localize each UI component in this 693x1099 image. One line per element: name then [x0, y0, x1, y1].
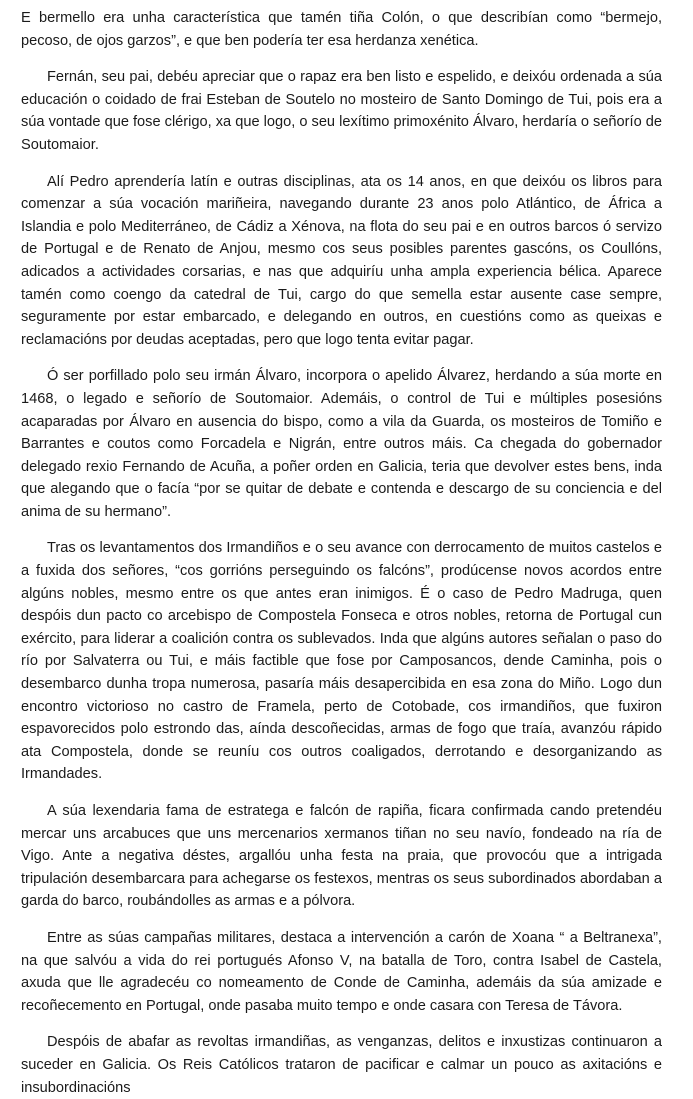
- paragraph-1: E bermello era unha característica que tamén tiña Colón, o que describían como “bermejo, pecoso, de ojos garzos”, e que ben podería ter esa herdanza xenética.: [21, 10, 662, 49]
- paragraph-2: Fernán, seu pai, debéu apreciar que o rapaz era ben listo e espelido, e deixóu ordenada a súa educación o coidado de frai Esteban de Soutelo no mosteiro de Santo Domingo de Tui, pois era a súa vontade que fose clérigo, xa que logo, o seu lexítimo primoxénito Álvaro, herdaría o señorío de Soutomaior.: [21, 69, 662, 153]
- paragraph-4: Ó ser porfillado polo seu irmán Álvaro, incorpora o apelido Álvarez, herdando a súa morte en 1468, o legado e señorío de Soutomaior. Ademáis, o control de Tui e múltiples posesións acaparadas por Álvaro en ausencia do bispo, como a vila da Guarda, os mosteiros de Tomiño e Barrantes e coutos como Forcadela e Nigrán, entre outros máis. Ca chegada do gobernador delegado rexio Fernando de Acuña, a poñer orden en Galicia, teria que devolver estes bens, inda que alegando que o facía “por se quitar de debate e contenda e descargo de su conciencia e del anima de su hermano”.: [21, 368, 662, 520]
- paragraph-8: Despóis de abafar as revoltas irmandiñas, as venganzas, delitos e inxustizas continuaron a suceder en Galicia. Os Reis Católicos trataron de pacificar e calmar un pouco as axitacións e insubordinacións: [21, 1034, 662, 1096]
- paragraph-7: Entre as súas campañas militares, destaca a intervención a carón de Xoana “ a Beltranexa”, na que salvóu a vida do rei portugués Afonso V, na batalla de Toro, contra Isabel de Castela, axuda que lle agradecéu co nomeamento de Conde de Caminha, ademáis da súa amizade e recoñecemento en Portugal, onde pasaba muito tempo e onde casara con Teresa de Távora.: [21, 929, 662, 1014]
- paragraph-6: A súa lexendaria fama de estratega e falcón de rapiña, ficara confirmada cando pretendéu mercar uns arcabuces que uns mercenarios xermanos tiñan no seu navío, fondeado na ría de Vigo. Ante a negativa déstes, argallóu unha festa na praia, que provocóu que a intrigada tripulación desembarcara para achegarse os festexos, mentras os seus subordinados abordaban a garda do barco, roubándolles as armas e a pólvora.: [21, 803, 662, 910]
- paragraph-5: Tras os levantamentos dos Irmandiños e o seu avance con derrocamento de muitos castelos e a fuxida dos señores, “cos gorrións perseguindo os falcóns”, prodúcense novos acordos entre algúns nobles, mesmo entre os que antes eran inimigos. É o caso de Pedro Madruga, quen despóis dun pacto co arcebispo de Compostela Fonseca e otros nobles, retorna de Portugal cun exército, para liderar a coalición contra os sublevados. Inda que algúns autores señalan o paso do río por Salvaterra ou Tui, e máis factible que fose por Camposancos, dende Caminha, pois o desembarco dunha tropa numerosa, pasaría máis desapercibida en esa zona do Miño. Logo dun encontro victorioso no castro de Framela, perto de Cotobade, cos irmandiños, que fuxiron espavorecidos polo estrondo das, aínda descoñecidas, armas de fogo que traía, avanzóu rápido ata Compostela, donde se reuníu cos outros coaligados, derrotando e desorganizando as Irmandades.: [21, 540, 662, 783]
- paragraph-3: Alí Pedro aprendería latín e outras disciplinas, ata os 14 anos, en que deixóu os libros para comenzar a súa vocación mariñeira, navegando durante 23 anos polo Atlántico, de África a Islandia e polo Mediterráneo, de Cádiz a Xénova, na flota do seu pai e en outros barcos ó servizo de Portugal e de Renato de Anjou, mesmo cos seus posibles parentes gascóns, os Coullóns, adicados a actividades corsarias, e nas que adquiríu unha ampla experiencia bélica. Aparece tamén como coengo da catedral de Tui, cargo do que semella estar ausente case sempre, seguramente por estar embarcado, e delegando en outros, en cuestións como as queixas e reclamacións por deudas aceptadas, pero que logo tenta evitar pagar.: [21, 173, 662, 348]
